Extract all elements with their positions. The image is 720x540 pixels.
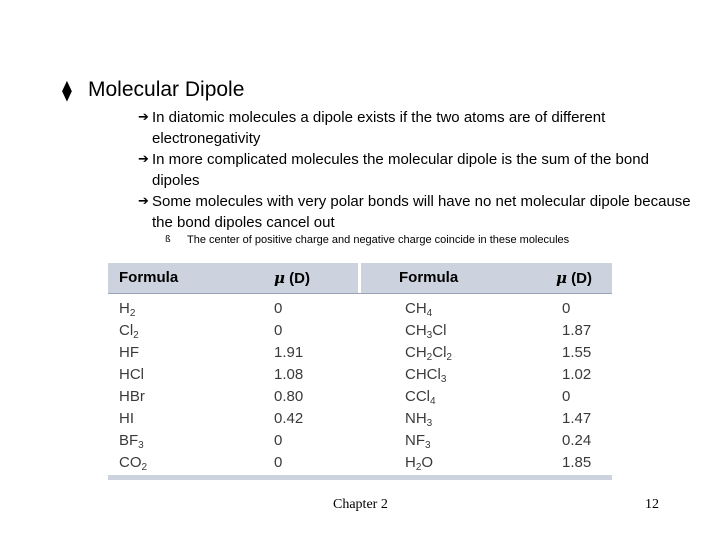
formula-segment: H [119,300,130,317]
slide-title: Molecular Dipole [88,78,245,101]
formula-segment: HI [119,410,134,427]
formula-segment: HBr [119,388,145,405]
formula-cell [405,454,433,473]
header-dipole-left [274,269,310,287]
formula-subscript: 3 [426,330,433,341]
arrow-icon: ➔ [138,152,149,167]
formula-cell [405,432,431,451]
formula-subscript: 2 [129,308,136,319]
formula-segment: CHCl [405,366,441,383]
bullet-text: Some molecules with very polar bonds will have no net molecular dipole because the bond dipoles cancel out [152,193,691,231]
formula-cell [119,432,144,451]
formula-subscript: 3 [425,440,431,451]
diamond-bullet-icon: ⧫ [62,78,72,102]
formula-segment: BF [119,432,139,449]
formula-cell [119,322,139,341]
sub-bullet-marker-icon: ß [165,235,171,245]
formula-subscript: 2 [446,352,452,363]
formula-subscript: 2 [141,462,148,473]
formula-subscript: 2 [133,330,139,341]
table-row [108,299,612,321]
dipole-value-cell: 0 [562,300,571,317]
formula-cell [405,344,452,363]
dipole-value-cell: 0 [274,300,283,317]
formula-segment: CH [405,322,427,339]
formula-cell [119,454,147,473]
formula-subscript: 3 [138,440,144,451]
dipole-table [108,263,612,480]
formula-subscript: 4 [430,396,436,407]
formula-subscript: 3 [440,374,447,385]
sub-bullet [165,234,569,246]
formula-segment: HCl [119,366,144,383]
formula-segment: CO [119,454,142,471]
table-row [108,431,612,453]
dipole-value-cell: 0 [274,322,283,339]
table-row [108,343,612,365]
dipole-value-cell: 1.02 [562,366,592,383]
header-divider [358,263,361,293]
formula-segment: CH [405,344,427,361]
dipole-value-cell: 0.80 [274,388,304,405]
mu-symbol: μ [556,269,567,287]
formula-subscript: 2 [415,462,422,473]
footer-chapter: Chapter 2 [333,497,388,512]
formula-cell [119,300,135,319]
formula-segment: CH [405,300,427,317]
formula-segment: Cl [432,344,447,361]
formula-cell [405,410,432,429]
page-number: 12 [645,497,659,512]
dipole-value-cell: 1.08 [274,366,304,383]
formula-subscript: 4 [426,308,433,319]
bullet-text: In diatomic molecules a dipole exists if the two atoms are of different electronegativity [152,109,606,147]
header-formula-left: Formula [119,269,179,286]
sub-bullet-text: The center of positive charge and negative charge coincide in these molecules [187,234,570,246]
formula-segment: HF [119,344,139,361]
dipole-value-cell: 0.24 [562,432,592,449]
formula-segment: CCl [405,388,430,405]
formula-cell [119,388,145,405]
unit-label: (D) [566,270,592,287]
dipole-value-cell: 1.47 [562,410,592,427]
dipole-value-cell: 1.91 [274,344,304,361]
formula-segment: O [421,454,434,471]
dipole-value-cell: 0 [562,388,571,405]
formula-cell [119,344,139,361]
table-body [108,299,612,475]
formula-segment: Cl [119,322,134,339]
formula-segment: NF [405,432,425,449]
bullet-text: In more complicated molecules the molecular dipole is the sum of the bond dipoles [152,151,649,189]
formula-segment: Cl [432,322,447,339]
arrow-icon: ➔ [138,110,149,125]
formula-cell [119,410,134,427]
mu-symbol: μ [274,269,285,287]
formula-cell [405,300,432,319]
arrow-icon: ➔ [138,194,149,209]
table-row [108,409,612,431]
bullet-item [138,191,698,233]
table-row [108,453,612,475]
unit-label: (D) [284,270,310,287]
bullet-item [138,149,698,191]
bullet-item [138,107,698,149]
formula-subscript: 3 [426,418,433,429]
formula-cell [405,388,436,407]
header-rule [108,293,612,294]
formula-subscript: 2 [426,352,433,363]
table-row [108,365,612,387]
table-row [108,387,612,409]
formula-cell [405,366,446,385]
dipole-value-cell: 1.87 [562,322,592,339]
dipole-value-cell: 1.85 [562,454,592,471]
header-dipole-right [556,269,592,287]
table-row [108,321,612,343]
formula-cell [405,322,446,341]
formula-segment: NH [405,410,427,427]
header-formula-right: Formula [399,269,459,286]
table-header [108,263,612,293]
dipole-value-cell: 0.42 [274,410,304,427]
formula-segment: H [405,454,416,471]
formula-cell [119,366,144,383]
dipole-value-cell: 1.55 [562,344,592,361]
dipole-value-cell: 0 [274,432,283,449]
table-bottom-bar [108,475,612,480]
dipole-value-cell: 0 [274,454,283,471]
bullet-list [138,107,698,233]
slide-title-row [62,78,244,102]
